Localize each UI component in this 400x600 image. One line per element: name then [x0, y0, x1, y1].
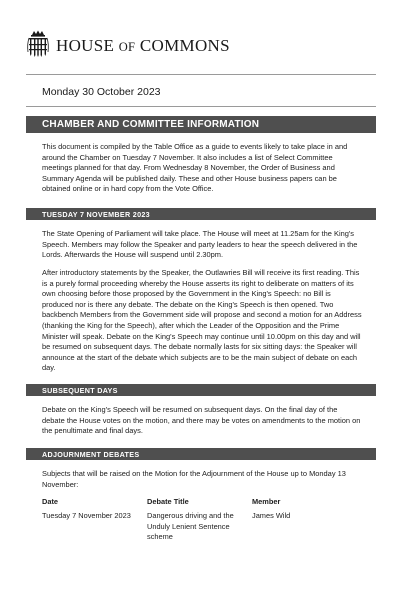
page-header	[26, 30, 376, 70]
column-header-title: Debate Title	[147, 497, 189, 506]
header-rule	[26, 74, 376, 75]
adjournment-paragraph: Subjects that will be raised on the Motion for the Adjournment of the House up to Monday 13 November:	[42, 469, 346, 489]
brand-wordmark	[56, 36, 230, 56]
subsequent-paragraph: Debate on the King's Speech will be resumed on subsequent days. On the final day of the debate the House votes on the motion, and there may be votes on amendments to the motion on the penultimate and final days.	[42, 405, 361, 436]
brand-last: COMMONS	[139, 36, 230, 55]
brand-of: OF	[118, 40, 136, 54]
date-rule	[26, 106, 376, 107]
column-header-member: Member	[252, 497, 281, 506]
column-header-date: Date	[42, 497, 59, 506]
tuesday-heading: TUESDAY 7 NOVEMBER 2023	[26, 208, 376, 220]
section-title-bar: CHAMBER AND COMMITTEE INFORMATION	[26, 116, 376, 133]
row-member: James Wild	[252, 511, 291, 520]
document-date: Monday 30 October 2023	[42, 86, 161, 98]
row-title: Dangerous driving and the Unduly Lenient Sentence scheme	[147, 511, 234, 542]
row-date: Tuesday 7 November 2023	[42, 511, 131, 520]
intro-paragraph: This document is compiled by the Table Office as a guide to events likely to take place in and around the Chamber on Tuesday 7 November. It also includes a list of Select Committee meetings planned for that day. From Wednesday 8 November, the Order of Business and Summary Agenda will be published daily. These and other House business papers can be obtained online or in hard copy from the Vote Office.	[42, 142, 348, 194]
adjournment-heading: ADJOURNMENT DEBATES	[26, 448, 376, 460]
subsequent-heading: SUBSEQUENT DAYS	[26, 384, 376, 396]
tuesday-paragraph-1: The State Opening of Parliament will take place. The House will meet at 11.25am for the King's Speech. Members may follow the Speaker and party leaders to hear the speech delivered in the Lords. Afterwards the House will suspend until 2.30pm.	[42, 229, 358, 260]
portcullis-icon	[26, 30, 50, 58]
tuesday-paragraph-2: After introductory statements by the Speaker, the Outlawries Bill will receive its first reading. This is a purely formal proceeding whereby the House asserts its right to deliberate on matters of its own choosing before those proposed by the Government in the King's Speech: no Bill is produced nor is there any debate. The debate on the King's Speech is then opened. Two backbench Members from the Government side will propose and second a motion for an Address (thanking the King for the Speech), after which the Leader of the Opposition and the Prime Minister will speak. Debate on the King's Speech may continue until 10.00pm on this day and will be resumed on subsequent days. The debate normally lasts for six sitting days: the Speaker will announce at the start of the debate which subjects are to be the main subject of debate on each day.	[42, 268, 362, 373]
brand-main: HOUSE	[56, 36, 115, 55]
